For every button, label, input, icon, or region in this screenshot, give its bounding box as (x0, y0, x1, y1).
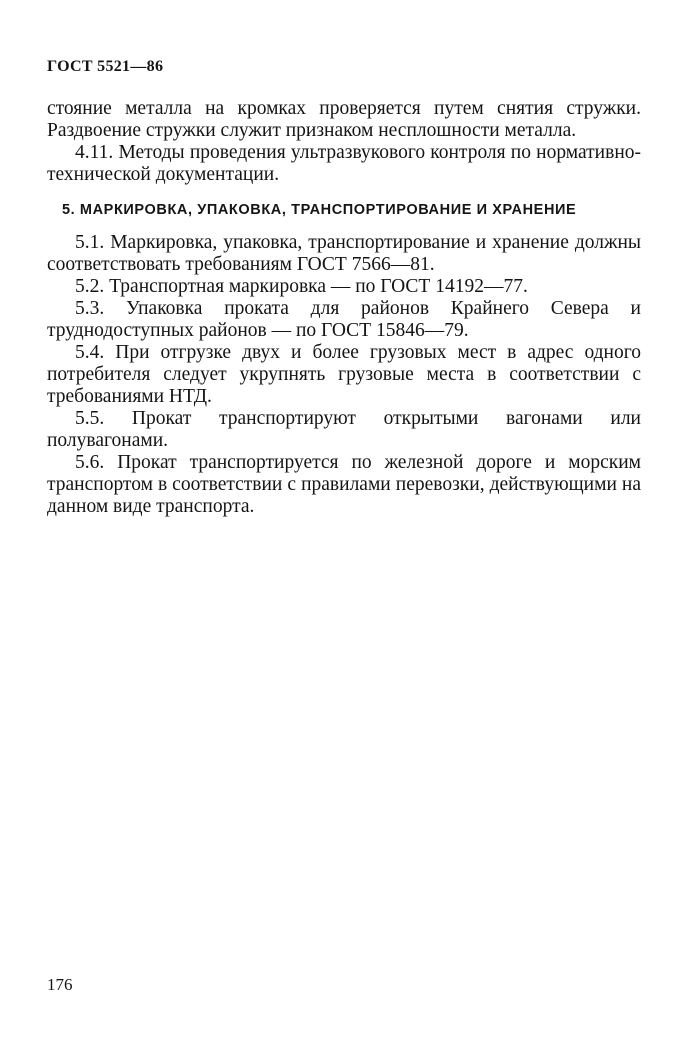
continued-text (47, 98, 641, 186)
paragraph-5-3: 5.3. Упаковка проката для районов Крайнего Севера и труднодоступных районов — по ГОСТ 15846—79. (47, 298, 641, 341)
running-header: ГОСТ 5521—86 (47, 58, 164, 75)
paragraph-continuation: стояние металла на кромках проверяется путем снятия стружки. Раздвоение стружки служит признаком несплошности металла. (47, 98, 641, 141)
section-5-title: 5. МАРКИРОВКА, УПАКОВКА, ТРАНСПОРТИРОВАНИЕ И ХРАНЕНИЕ (62, 202, 577, 218)
paragraph-5-1: 5.1. Маркировка, упаковка, транспортирование и хранение должны соответствовать требованиям ГОСТ 7566—81. (47, 232, 641, 275)
paragraph-5-4: 5.4. При отгрузке двух и более грузовых мест в адрес одного потребителя следует укрупнять грузовые места в соответствии с требованиями НТД. (47, 342, 641, 407)
paragraph-4-11: 4.11. Методы проведения ультразвукового контроля по нормативно-технической документации. (47, 142, 641, 185)
paragraph-5-2: 5.2. Транспортная маркировка — по ГОСТ 14192—77. (75, 276, 528, 297)
paragraph-5-6: 5.6. Прокат транспортируется по железной дороге и морским транспортом в соответствии с правилами перевозки, действующими на данном виде транспорта. (47, 452, 641, 517)
section-5-body (47, 232, 641, 518)
page-number: 176 (47, 975, 73, 994)
paragraph-5-5: 5.5. Прокат транспортируют открытыми вагонами или полувагонами. (47, 408, 641, 451)
